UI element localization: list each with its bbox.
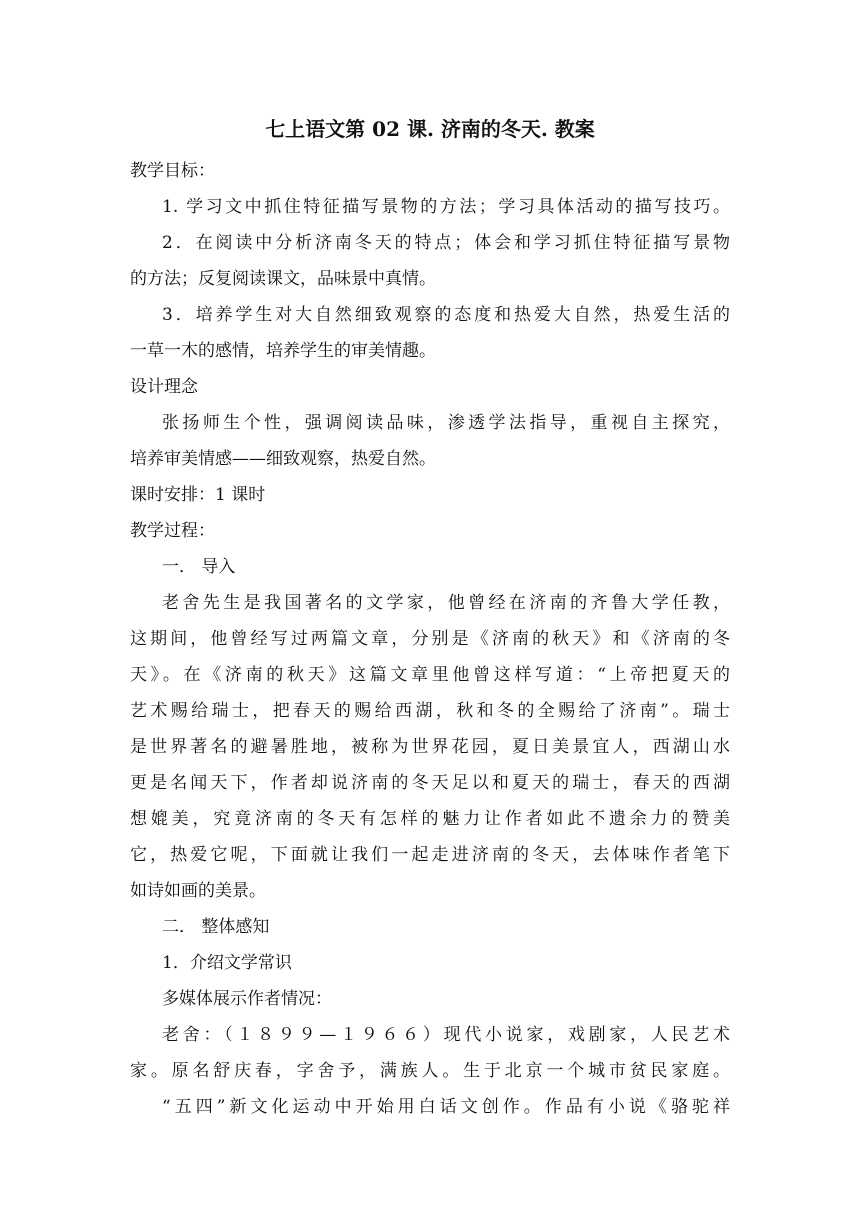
author-bio-line-2: 家。原名舒庆春，字舍予，满族人。生于北京一个城市贫民家庭。 [130, 1061, 730, 1081]
objective-3-line-2: 一草一木的感情，培养学生的审美情趣。 [130, 341, 436, 361]
intro-paragraph-line-5: 是世界著名的避暑胜地，被称为世界花园，夏日美景宜人，西湖山水 [130, 737, 730, 757]
process-step-2-heading: 二． 整体感知 [162, 917, 270, 937]
process-step-1-heading: 一． 导入 [162, 557, 236, 577]
section-heading-design: 设计理念 [130, 377, 198, 397]
document-title: 七上语文第 02 课. 济南的冬天. 教案 [265, 117, 595, 141]
intro-paragraph-line-9: 如诗如画的美景。 [130, 881, 266, 901]
intro-paragraph-line-8: 它，热爱它呢，下面就让我们一起走进济南的冬天，去体味作者笔下 [130, 845, 730, 865]
objective-1: 1. 学习文中抓住特征描写景物的方法；学习具体活动的描写技巧。 [162, 197, 730, 217]
schedule-line: 课时安排：1 课时 [130, 485, 266, 505]
intro-paragraph-line-4: 艺术赐给瑞士，把春天的赐给西湖，秋和冬的全赐给了济南”。瑞士 [130, 701, 730, 721]
intro-paragraph-line-1: 老舍先生是我国著名的文学家，他曾经在济南的齐鲁大学任教， [162, 593, 730, 613]
media-intro-line: 多媒体展示作者情况： [162, 989, 332, 1009]
section-heading-objectives: 教学目标： [130, 161, 215, 181]
author-bio-line-1: 老舍：（１８９９—１９６６）现代小说家，戏剧家，人民艺术 [162, 1025, 730, 1045]
objective-2-line-1: 2．在阅读中分析济南冬天的特点；体会和学习抓住特征描写景物 [162, 233, 730, 253]
design-line-2: 培养审美情感——细致观察，热爱自然。 [130, 449, 436, 469]
intro-paragraph-line-7: 想媲美，究竟济南的冬天有怎样的魅力让作者如此不遗余力的赞美 [130, 809, 730, 829]
objective-2-line-2: 的方法；反复阅读课文，品味景中真情。 [130, 269, 436, 289]
subsection-literary-knowledge: 1．介绍文学常识 [162, 953, 292, 973]
intro-paragraph-line-2: 这期间，他曾经写过两篇文章，分别是《济南的秋天》和《济南的冬 [130, 629, 730, 649]
author-bio-line-3: “五四”新文化运动中开始用白话文创作。作品有小说《骆驼祥 [162, 1097, 730, 1117]
intro-paragraph-line-6: 更是名闻天下，作者却说济南的冬天足以和夏天的瑞士，春天的西湖 [130, 773, 730, 793]
objective-3-line-1: 3．培养学生对大自然细致观察的态度和热爱大自然，热爱生活的 [162, 305, 730, 325]
design-line-1: 张扬师生个性，强调阅读品味，渗透学法指导，重视自主探究， [162, 413, 730, 433]
intro-paragraph-line-3: 天》。在《济南的秋天》这篇文章里他曾这样写道：“上帝把夏天的 [130, 665, 730, 685]
section-heading-process: 教学过程： [130, 521, 215, 541]
